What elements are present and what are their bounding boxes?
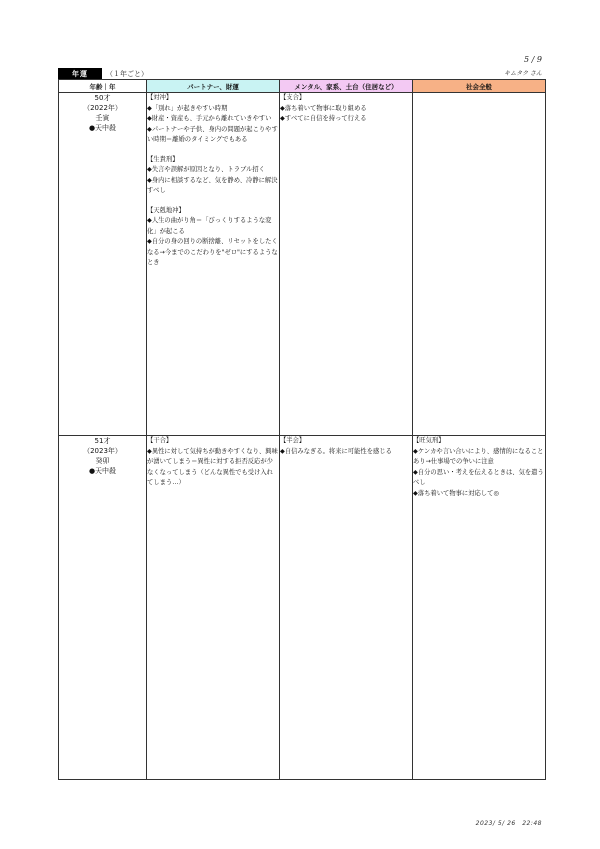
fortune-paragraph (147, 155, 279, 197)
fortune-item: ◆異性に対して気持ちが動きやすくなり、興味が湧いてしまう＝異性に対する拒否反応が少なくなってしまう（どんな異性でも受け入れてしまう…） (147, 447, 278, 486)
fortune-item: ◆落ち着いて物事に取り組める (280, 104, 367, 112)
fortune-item: ◆財産・資産も、手元から離れていきやすい (147, 115, 272, 122)
fortune-heading: 【旺気刑】 (413, 437, 445, 444)
fortune-item: ◆自分の思い・考えを伝えるときは、気を遣うべし (413, 468, 544, 486)
age-year-line: 壬寅 (95, 114, 110, 122)
age-year-cell (59, 436, 147, 780)
age-year-line: ●天中殺 (88, 124, 117, 132)
fortune-heading: 【干合】 (147, 437, 173, 444)
age-year-line: 癸卯 (95, 457, 110, 465)
page-number: 5 / 9 (524, 55, 542, 64)
fortune-paragraph (413, 436, 545, 499)
fortune-paragraph (147, 436, 279, 489)
fortune-paragraph (280, 93, 412, 125)
age-year-line: ●天中殺 (88, 467, 117, 475)
fortune-item: ◆「別れ」が起きやすい時期 (147, 104, 228, 112)
fortune-item: ◆自信みなぎる。将来に可能性を感じる (280, 447, 392, 455)
table-header-row (59, 80, 546, 93)
social-cell (413, 436, 546, 780)
column-header-society-general: 社会全般 (413, 80, 546, 93)
client-name: キムタク さん (504, 70, 542, 77)
table-row (59, 436, 546, 780)
fortune-item: ◆自分の身の回りの断捨離、リセットをしたくなる→今までのこだわりを"ゼロ"にするようなとき (147, 238, 278, 266)
age-year-line: 51才 (94, 437, 111, 445)
column-header-partner-wealth: パートナー、財運 (147, 80, 280, 93)
annual-fortune-table (58, 79, 546, 780)
fortune-item: ◆すべてに自信を持って行える (280, 115, 367, 122)
section-subtitle: （１年ごと） (106, 70, 148, 78)
partner-cell (147, 93, 280, 436)
fortune-item: ◆身内に相談するなど、気を静め、冷静に解決すべし (147, 176, 278, 194)
fortune-item: ◆ケンカや言い合いにより、感情的になることあり→仕事場での争いに注意 (413, 447, 544, 465)
age-year-line: （2023年） (83, 447, 122, 455)
fortune-item: ◆人生の曲がり角＝「びっくりするような変化」が起こる (147, 217, 272, 235)
fortune-heading: 【半会】 (280, 437, 306, 444)
fortune-item: ◆落ち着いて物事に対応して◎ (413, 489, 499, 497)
age-year-cell (59, 93, 147, 436)
print-timestamp: 2023/ 5/ 26 22:48 (475, 820, 542, 827)
fortune-item: ◆失言や誤解が原因となり、トラブル招く (147, 166, 265, 173)
age-year-line: 50才 (94, 94, 111, 102)
column-header-mental-family-foundation: メンタル、家系、土台（住居など） (280, 80, 413, 93)
fortune-heading: 【対冲】 (147, 94, 173, 101)
fortune-heading: 【生貴刑】 (147, 155, 179, 163)
fortune-paragraph (147, 206, 279, 269)
mental-cell (280, 436, 413, 780)
mental-cell (280, 93, 413, 436)
fortune-heading: 【支合】 (280, 94, 306, 101)
fortune-heading: 【天剋地冲】 (147, 206, 185, 214)
partner-cell (147, 436, 280, 780)
fortune-paragraph (280, 436, 412, 457)
fortune-item: ◆パートナーや子供、身内の問題が起こりやすい時期＝離婚のタイミングでもある (147, 125, 278, 143)
column-header-age-year: 年齢｜年 (59, 80, 147, 93)
age-year-line: （2022年） (83, 104, 122, 112)
section-title: 年運 (58, 68, 102, 79)
table-row (59, 93, 546, 436)
fortune-paragraph (147, 93, 279, 146)
social-cell (413, 93, 546, 436)
